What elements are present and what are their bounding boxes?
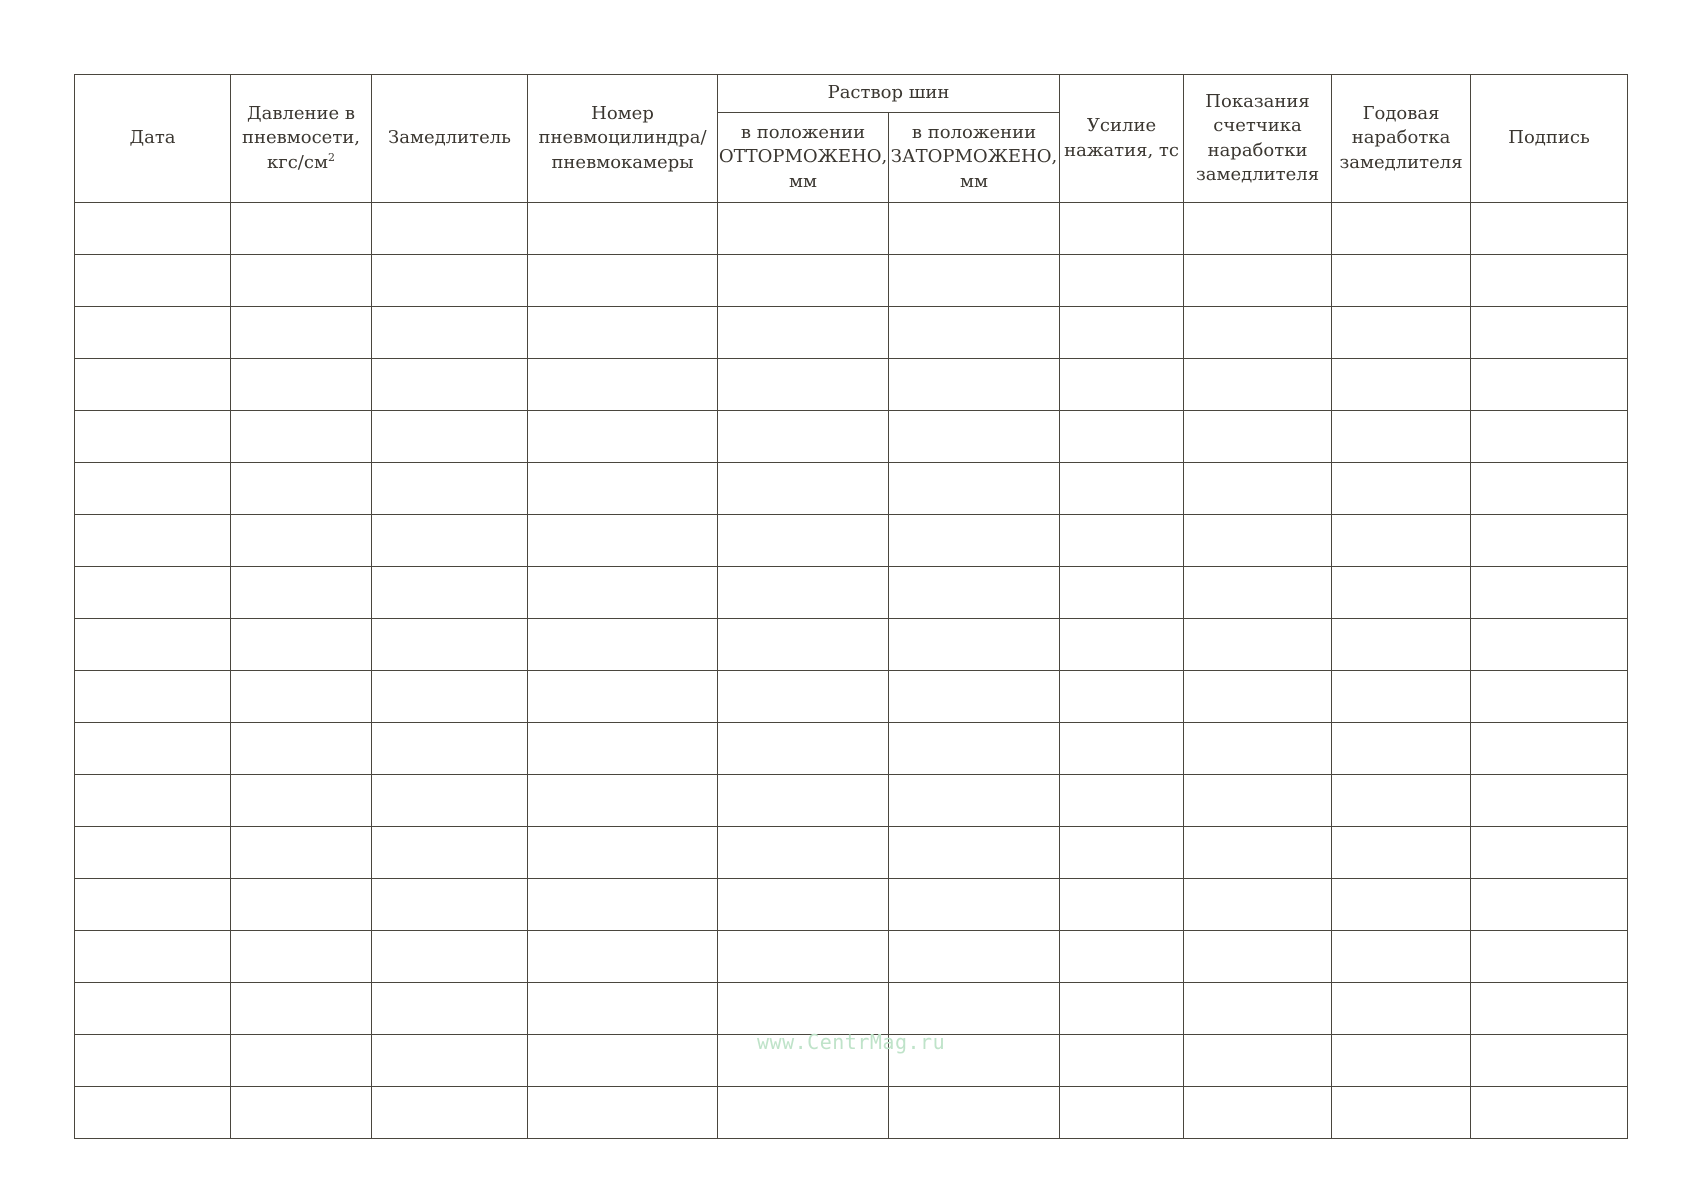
cell-released[interactable]	[718, 671, 889, 723]
cell-date[interactable]	[75, 827, 231, 879]
cell-cylinder-number[interactable]	[528, 879, 718, 931]
header-annual-operation: Годовая наработка замедлителя	[1332, 75, 1471, 203]
header-braked-position: в положении ЗАТОРМОЖЕНО, мм	[889, 113, 1060, 203]
cell-pressure[interactable]	[231, 619, 372, 671]
cell-annual[interactable]	[1332, 307, 1471, 359]
cell-force[interactable]	[1060, 359, 1184, 411]
cell-braked[interactable]	[889, 359, 1060, 411]
cell-counter[interactable]	[1184, 567, 1332, 619]
cell-pressure[interactable]	[231, 359, 372, 411]
cell-retarder[interactable]	[372, 515, 528, 567]
cell-retarder[interactable]	[372, 775, 528, 827]
cell-annual[interactable]	[1332, 515, 1471, 567]
header-date: Дата	[75, 75, 231, 203]
cell-cylinder-number[interactable]	[528, 203, 718, 255]
cell-force[interactable]	[1060, 931, 1184, 983]
cell-retarder[interactable]	[372, 931, 528, 983]
table-row	[75, 307, 1628, 359]
header-signature: Подпись	[1471, 75, 1628, 203]
cell-released[interactable]	[718, 203, 889, 255]
cell-force[interactable]	[1060, 463, 1184, 515]
cell-braked[interactable]	[889, 1087, 1060, 1139]
cell-braked[interactable]	[889, 983, 1060, 1035]
cell-pressure[interactable]	[231, 567, 372, 619]
journal-body	[75, 203, 1628, 1139]
table-row	[75, 515, 1628, 567]
cell-signature[interactable]	[1471, 567, 1628, 619]
cell-force[interactable]	[1060, 619, 1184, 671]
cell-pressure[interactable]	[231, 203, 372, 255]
cell-braked[interactable]	[889, 619, 1060, 671]
cell-released[interactable]	[718, 931, 889, 983]
cell-pressure[interactable]	[231, 255, 372, 307]
cell-force[interactable]	[1060, 515, 1184, 567]
cell-force[interactable]	[1060, 255, 1184, 307]
cell-retarder[interactable]	[372, 723, 528, 775]
cell-retarder[interactable]	[372, 567, 528, 619]
cell-braked[interactable]	[889, 775, 1060, 827]
table-row	[75, 463, 1628, 515]
cell-counter[interactable]	[1184, 203, 1332, 255]
cell-released[interactable]	[718, 359, 889, 411]
cell-signature[interactable]	[1471, 255, 1628, 307]
cell-signature[interactable]	[1471, 723, 1628, 775]
cell-pressure[interactable]	[231, 463, 372, 515]
cell-signature[interactable]	[1471, 983, 1628, 1035]
cell-date[interactable]	[75, 1087, 231, 1139]
cell-retarder[interactable]	[372, 879, 528, 931]
cell-force[interactable]	[1060, 775, 1184, 827]
cell-cylinder-number[interactable]	[528, 359, 718, 411]
table-row	[75, 411, 1628, 463]
cell-force[interactable]	[1060, 567, 1184, 619]
cell-force[interactable]	[1060, 723, 1184, 775]
cell-force[interactable]	[1060, 411, 1184, 463]
cell-date[interactable]	[75, 879, 231, 931]
cell-annual[interactable]	[1332, 567, 1471, 619]
cell-cylinder-number[interactable]	[528, 619, 718, 671]
cell-counter[interactable]	[1184, 411, 1332, 463]
cell-signature[interactable]	[1471, 203, 1628, 255]
cell-counter[interactable]	[1184, 879, 1332, 931]
cell-counter[interactable]	[1184, 671, 1332, 723]
cell-signature[interactable]	[1471, 827, 1628, 879]
cell-retarder[interactable]	[372, 671, 528, 723]
superscript-two: 2	[327, 150, 335, 164]
cell-force[interactable]	[1060, 879, 1184, 931]
table-row	[75, 879, 1628, 931]
table-row	[75, 983, 1628, 1035]
cell-pressure[interactable]	[231, 307, 372, 359]
header-force: Усилие нажатия, тс	[1060, 75, 1184, 203]
table-row	[75, 255, 1628, 307]
cell-date[interactable]	[75, 775, 231, 827]
header-retarder: Замедлитель	[372, 75, 528, 203]
cell-pressure[interactable]	[231, 983, 372, 1035]
cell-released[interactable]	[718, 515, 889, 567]
header-cylinder-number: Номер пневмоцилиндра/ пневмокамеры	[528, 75, 718, 203]
cell-braked[interactable]	[889, 515, 1060, 567]
cell-cylinder-number[interactable]	[528, 567, 718, 619]
cell-counter[interactable]	[1184, 1035, 1332, 1087]
cell-pressure[interactable]	[231, 723, 372, 775]
cell-pressure[interactable]	[231, 1087, 372, 1139]
cell-cylinder-number[interactable]	[528, 515, 718, 567]
table-row	[75, 567, 1628, 619]
cell-braked[interactable]	[889, 827, 1060, 879]
cell-force[interactable]	[1060, 827, 1184, 879]
cell-annual[interactable]	[1332, 1035, 1471, 1087]
cell-signature[interactable]	[1471, 775, 1628, 827]
cell-retarder[interactable]	[372, 359, 528, 411]
cell-cylinder-number[interactable]	[528, 307, 718, 359]
cell-annual[interactable]	[1332, 723, 1471, 775]
cell-date[interactable]	[75, 515, 231, 567]
cell-signature[interactable]	[1471, 515, 1628, 567]
cell-cylinder-number[interactable]	[528, 1035, 718, 1087]
cell-signature[interactable]	[1471, 463, 1628, 515]
cell-signature[interactable]	[1471, 879, 1628, 931]
table-row	[75, 1087, 1628, 1139]
cell-cylinder-number[interactable]	[528, 723, 718, 775]
cell-date[interactable]	[75, 1035, 231, 1087]
cell-signature[interactable]	[1471, 1087, 1628, 1139]
cell-pressure[interactable]	[231, 1035, 372, 1087]
header-pressure: Давление в пневмосети, кгс/$см^2$	[231, 75, 372, 203]
cell-signature[interactable]	[1471, 411, 1628, 463]
cell-annual[interactable]	[1332, 879, 1471, 931]
cell-retarder[interactable]	[372, 203, 528, 255]
cell-counter[interactable]	[1184, 255, 1332, 307]
cell-counter[interactable]	[1184, 1087, 1332, 1139]
cell-signature[interactable]	[1471, 307, 1628, 359]
journal-table	[74, 74, 1628, 1139]
cell-signature[interactable]	[1471, 931, 1628, 983]
cell-annual[interactable]	[1332, 359, 1471, 411]
cell-released[interactable]	[718, 463, 889, 515]
cell-braked[interactable]	[889, 671, 1060, 723]
cell-cylinder-number[interactable]	[528, 671, 718, 723]
cell-counter[interactable]	[1184, 515, 1332, 567]
cell-braked[interactable]	[889, 931, 1060, 983]
table-row	[75, 203, 1628, 255]
cell-force[interactable]	[1060, 1087, 1184, 1139]
cell-released[interactable]	[718, 723, 889, 775]
cell-braked[interactable]	[889, 463, 1060, 515]
cell-annual[interactable]	[1332, 775, 1471, 827]
cell-date[interactable]	[75, 567, 231, 619]
cell-annual[interactable]	[1332, 1087, 1471, 1139]
cell-force[interactable]	[1060, 671, 1184, 723]
cell-released[interactable]	[718, 827, 889, 879]
table-row	[75, 775, 1628, 827]
cell-counter[interactable]	[1184, 983, 1332, 1035]
cell-pressure[interactable]	[231, 671, 372, 723]
cell-counter[interactable]	[1184, 619, 1332, 671]
cell-annual[interactable]	[1332, 619, 1471, 671]
cell-counter[interactable]	[1184, 359, 1332, 411]
cell-retarder[interactable]	[372, 619, 528, 671]
cell-counter[interactable]	[1184, 775, 1332, 827]
cell-retarder[interactable]	[372, 463, 528, 515]
cell-cylinder-number[interactable]	[528, 255, 718, 307]
cell-signature[interactable]	[1471, 671, 1628, 723]
cell-force[interactable]	[1060, 203, 1184, 255]
cell-released[interactable]	[718, 411, 889, 463]
table-row	[75, 931, 1628, 983]
cell-retarder[interactable]	[372, 411, 528, 463]
cell-braked[interactable]	[889, 307, 1060, 359]
cell-retarder[interactable]	[372, 1087, 528, 1139]
cell-pressure[interactable]	[231, 515, 372, 567]
cell-cylinder-number[interactable]	[528, 983, 718, 1035]
cell-date[interactable]	[75, 931, 231, 983]
cell-pressure[interactable]	[231, 775, 372, 827]
cell-annual[interactable]	[1332, 203, 1471, 255]
cell-date[interactable]	[75, 255, 231, 307]
cell-annual[interactable]	[1332, 463, 1471, 515]
cell-pressure[interactable]	[231, 931, 372, 983]
cell-annual[interactable]	[1332, 983, 1471, 1035]
cell-annual[interactable]	[1332, 411, 1471, 463]
cell-pressure[interactable]	[231, 879, 372, 931]
cell-braked[interactable]	[889, 203, 1060, 255]
cell-date[interactable]	[75, 203, 231, 255]
cell-force[interactable]	[1060, 983, 1184, 1035]
cell-date[interactable]	[75, 983, 231, 1035]
cell-date[interactable]	[75, 307, 231, 359]
cell-date[interactable]	[75, 463, 231, 515]
cell-counter[interactable]	[1184, 931, 1332, 983]
cell-braked[interactable]	[889, 567, 1060, 619]
cell-date[interactable]	[75, 619, 231, 671]
cell-cylinder-number[interactable]	[528, 463, 718, 515]
watermark: www.CentrMag.ru	[757, 1030, 946, 1054]
cell-annual[interactable]	[1332, 671, 1471, 723]
cell-braked[interactable]	[889, 723, 1060, 775]
cell-cylinder-number[interactable]	[528, 411, 718, 463]
cell-braked[interactable]	[889, 879, 1060, 931]
cell-released[interactable]	[718, 983, 889, 1035]
cell-signature[interactable]	[1471, 359, 1628, 411]
cell-released[interactable]	[718, 1087, 889, 1139]
cell-date[interactable]	[75, 723, 231, 775]
cell-date[interactable]	[75, 671, 231, 723]
header-counter-readings: Показания счетчика наработки замедлителя	[1184, 75, 1332, 203]
cell-retarder[interactable]	[372, 983, 528, 1035]
cell-pressure[interactable]	[231, 827, 372, 879]
cell-cylinder-number[interactable]	[528, 827, 718, 879]
header-released-position: в положении ОТТОРМОЖЕНО, мм	[718, 113, 889, 203]
cell-date[interactable]	[75, 411, 231, 463]
cell-counter[interactable]	[1184, 463, 1332, 515]
cell-annual[interactable]	[1332, 931, 1471, 983]
cell-released[interactable]	[718, 879, 889, 931]
table-row	[75, 619, 1628, 671]
cell-signature[interactable]	[1471, 619, 1628, 671]
cell-retarder[interactable]	[372, 255, 528, 307]
journal-sheet	[74, 74, 1627, 1139]
cell-released[interactable]	[718, 307, 889, 359]
cell-braked[interactable]	[889, 255, 1060, 307]
cell-released[interactable]	[718, 255, 889, 307]
cell-counter[interactable]	[1184, 723, 1332, 775]
cell-counter[interactable]	[1184, 307, 1332, 359]
cell-annual[interactable]	[1332, 255, 1471, 307]
cell-released[interactable]	[718, 567, 889, 619]
table-row	[75, 723, 1628, 775]
cell-cylinder-number[interactable]	[528, 775, 718, 827]
cell-cylinder-number[interactable]	[528, 931, 718, 983]
cell-released[interactable]	[718, 619, 889, 671]
cell-cylinder-number[interactable]	[528, 1087, 718, 1139]
cell-braked[interactable]	[889, 411, 1060, 463]
cell-annual[interactable]	[1332, 827, 1471, 879]
cell-released[interactable]	[718, 775, 889, 827]
cell-retarder[interactable]	[372, 1035, 528, 1087]
table-row	[75, 671, 1628, 723]
cell-date[interactable]	[75, 359, 231, 411]
cell-counter[interactable]	[1184, 827, 1332, 879]
table-row	[75, 827, 1628, 879]
cell-force[interactable]	[1060, 307, 1184, 359]
cell-pressure[interactable]	[231, 411, 372, 463]
cell-retarder[interactable]	[372, 827, 528, 879]
header-tire-opening: Раствор шин	[718, 75, 1060, 113]
table-row	[75, 359, 1628, 411]
cell-retarder[interactable]	[372, 307, 528, 359]
cell-signature[interactable]	[1471, 1035, 1628, 1087]
cell-force[interactable]	[1060, 1035, 1184, 1087]
